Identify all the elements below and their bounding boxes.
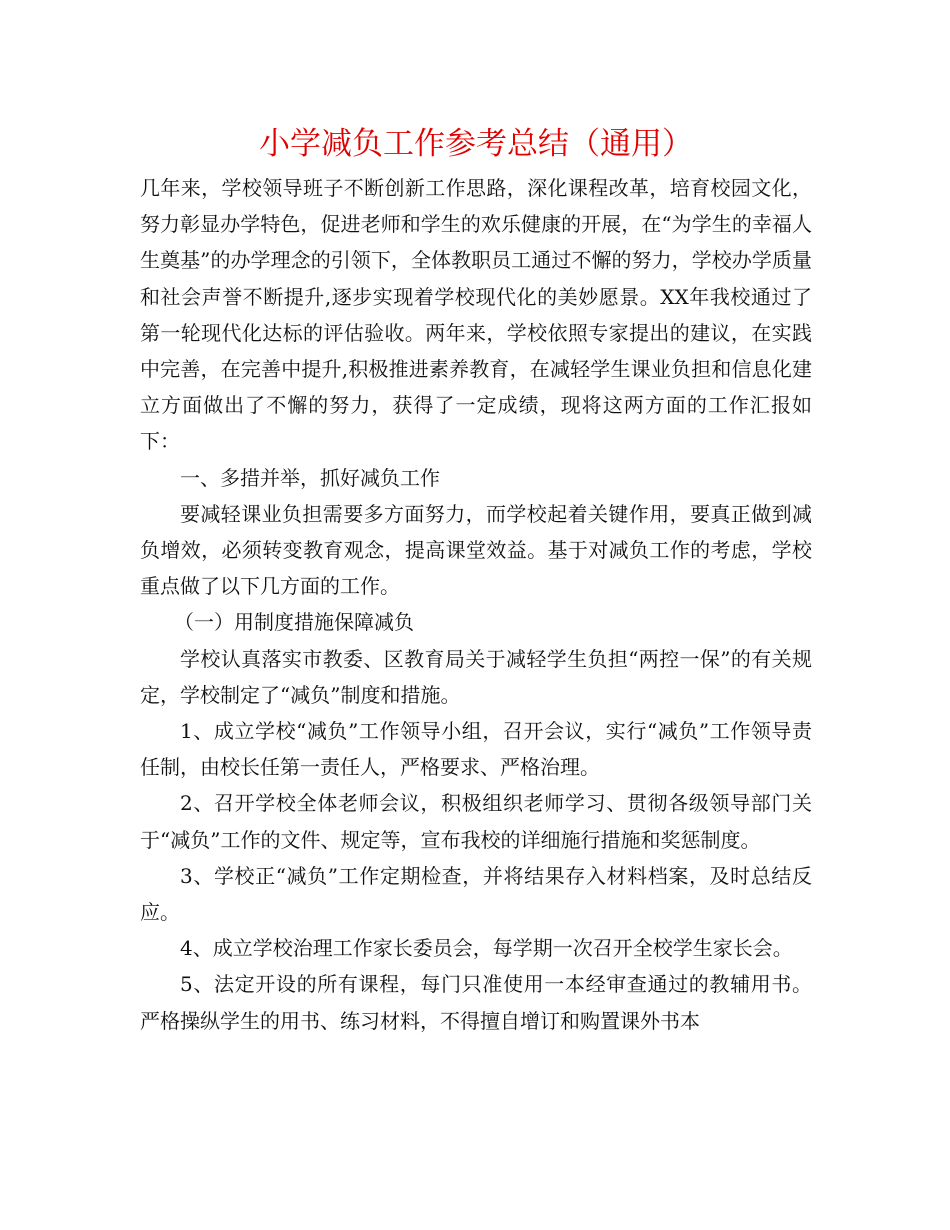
list-item: 3、学校正“减负”工作定期检查，并将结果存入材料档案，及时总结反应。: [140, 863, 812, 925]
document-title: 小学减负工作参考总结（通用）: [259, 126, 693, 162]
document-page: [140, 118, 812, 1039]
body-paragraph: 要减轻课业负担需要多方面努力，而学校起着关键作用，要真正做到减负增效，必须转变教育观念，提高课堂效益。基于对减负工作的考虑，学校重点做了以下几方面的工作。: [140, 501, 812, 599]
body-paragraph: 学校认真落实市教委、区教育局关于减轻学生负担“两控一保”的有关规定，学校制定了“减负”制度和措施。: [140, 646, 812, 707]
list-item: 4、成立学校治理工作家长委员会，每学期一次召开全校学生家长会。: [180, 936, 793, 961]
subsection-heading: （一）用制度措施保障减负: [174, 610, 414, 635]
intro-paragraph: 几年来，学校领导班子不断创新工作思路，深化课程改革，培育校园文化，努力彰显办学特色，促进老师和学生的欢乐健康的开展，在“为学生的幸福人生奠基”的办学理念的引领下，全体教职员工通过不懈的努力，学校办学质量和社会声誉不断提升,逐步实现着学校现代化的美妙愿景。XX年我校通过了第一轮现代化达标的评估验收。两年来，学校依照专家提出的建议，在实践中完善，在完善中提升,积极推进素养教育，在减轻学生课业负担和信息化建立方面做出了不懈的努力，获得了一定成绩，现将这两方面的工作汇报如下：: [140, 176, 812, 454]
list-item: 1、成立学校“减负”工作领导小组，召开会议，实行“减负”工作领导责任制，由校长任第一责任人，严格要求、严格治理。: [140, 719, 812, 780]
section-heading: 一、多措并举，抓好减负工作: [180, 465, 440, 490]
list-item: 5、法定开设的所有课程，每门只准使用一本经审查通过的教辅用书。严格操纵学生的用书、练习材料，不得擅自增订和购置课外书本: [140, 972, 812, 1033]
list-item: 2、召开学校全体老师会议，积极组织老师学习、贯彻各级领导部门关于“减负”工作的文件、规定等，宣布我校的详细施行措施和奖惩制度。: [140, 791, 812, 852]
